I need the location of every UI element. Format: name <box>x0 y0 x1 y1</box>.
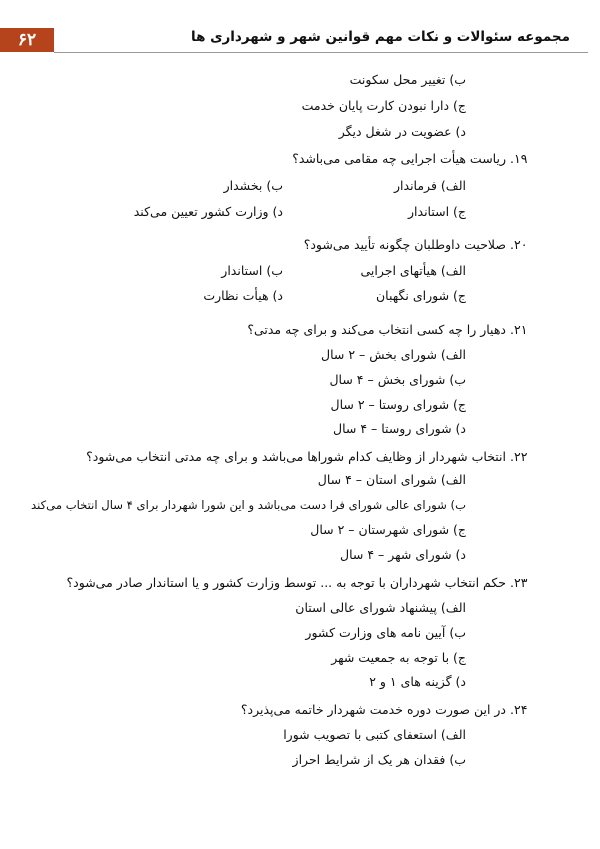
option-line: الف) شورای بخش – ۲ سال <box>320 347 466 362</box>
option-line: ج) شورای شهرستان – ۲ سال <box>310 522 466 537</box>
option-line: د) عضویت در شغل دیگر <box>338 124 466 139</box>
book-title: مجموعه سئوالات و نکات مهم قوانین شهر و شهرداری ها <box>191 29 570 45</box>
option-line: د) شورای روستا – ۴ سال <box>332 421 466 436</box>
option-line: ب) فقدان هر یک از شرایط احراز <box>292 752 466 767</box>
question-text: انتخاب شهردار از وظایف کدام شوراها می‌باشد و برای چه مدتی انتخاب می‌شود؟ <box>86 449 506 464</box>
option-line: ج) شورای نگهبان <box>375 288 466 303</box>
question-text: دهیار را چه کسی انتخاب می‌کند و برای چه مدتی؟ <box>247 322 506 337</box>
option-line: الف) پیشنهاد شورای عالی استان <box>295 600 466 615</box>
question-number: ۲۲. <box>510 449 528 464</box>
option-line: الف) هیأتهای اجرایی <box>360 263 466 278</box>
question-text: حکم انتخاب شهرداران با توجه به ... توسط وزارت کشور و یا استاندار صادر می‌شود؟ <box>66 575 506 590</box>
option-line: د) شورای شهر – ۴ سال <box>339 547 466 562</box>
option-line: ب) تغییر محل سکونت <box>349 72 466 87</box>
question-text: صلاحیت داوطلبان چگونه تأیید می‌شود؟ <box>303 237 506 252</box>
option-line: الف) شورای استان – ۴ سال <box>317 472 466 487</box>
option-line: ج) دارا نبودن کارت پایان خدمت <box>301 98 466 113</box>
question-text: ریاست هیأت اجرایی چه مقامی می‌باشد؟ <box>292 151 506 166</box>
option-line: ج) استاندار <box>408 204 466 219</box>
option-line: ب) استاندار <box>221 263 283 278</box>
option-line: ب) شورای بخش – ۴ سال <box>329 372 466 387</box>
question-number: ۱۹. <box>510 151 528 166</box>
option-line: الف) استعفای کتبی با تصویب شورا <box>283 727 466 742</box>
question-text: در این صورت دوره خدمت شهردار خاتمه می‌پذیرد؟ <box>240 702 506 717</box>
question-number: ۲۰. <box>510 237 528 252</box>
option-line: ج) شورای روستا – ۲ سال <box>330 397 466 412</box>
option-line: د) هیأت نظارت <box>203 288 283 303</box>
question-number: ۲۳. <box>510 575 528 590</box>
option-line: د) وزارت کشور تعیین می‌کند <box>133 204 283 219</box>
question-number: ۲۱. <box>510 322 528 337</box>
option-line: ب) بخشدار <box>223 178 283 193</box>
option-line: د) گزینه های ۱ و ۲ <box>369 674 466 689</box>
option-line: ب) آیین نامه های وزارت کشور <box>305 625 466 640</box>
option-line: ج) با توجه به جمعیت شهر <box>331 650 466 665</box>
option-line: ب) شورای عالی شورای فرا دست می‌باشد و این شورا شهردار برای ۴ سال انتخاب می‌کند <box>31 498 466 512</box>
page-number-badge: ۶۲ <box>0 28 54 52</box>
question-number: ۲۴. <box>510 702 528 717</box>
option-line: الف) فرماندار <box>394 178 466 193</box>
